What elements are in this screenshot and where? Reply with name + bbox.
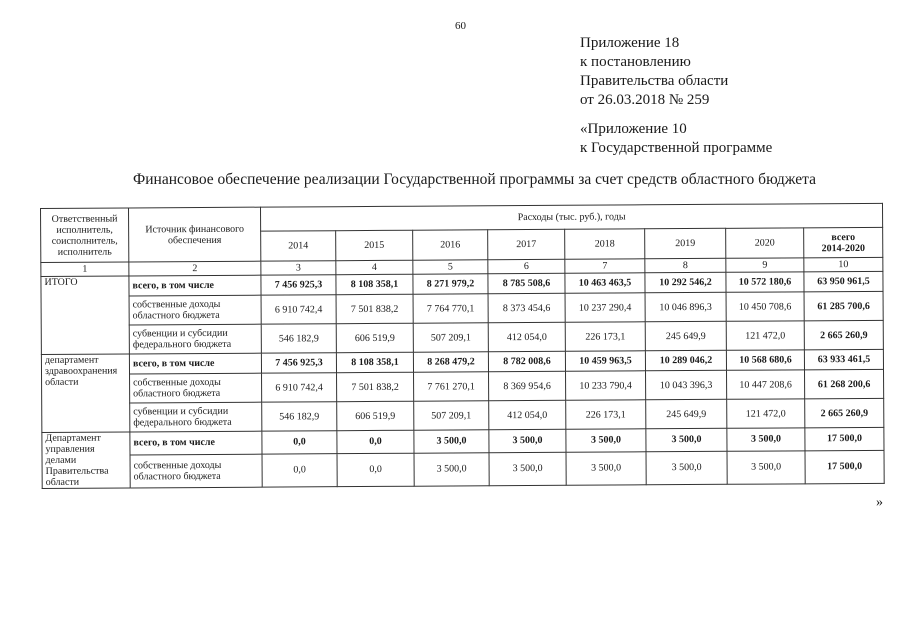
- table-row: [42, 450, 884, 488]
- value-cell: 0,0: [262, 454, 337, 488]
- value-cell: 7 501 838,2: [337, 372, 414, 401]
- value-cell: 3 500,0: [646, 451, 727, 485]
- value-cell: 3 500,0: [414, 430, 489, 453]
- header-year: 2017: [488, 229, 565, 259]
- value-cell: 412 054,0: [488, 322, 565, 351]
- value-cell: 3 500,0: [414, 453, 489, 487]
- appendix-line: Приложение 18: [580, 35, 680, 51]
- header-year: 2016: [413, 230, 488, 260]
- value-cell: 10 568 680,6: [726, 350, 804, 370]
- value-cell: 10 572 180,6: [726, 272, 804, 292]
- value-cell: 226 173,1: [566, 400, 646, 429]
- column-number: 9: [726, 258, 804, 272]
- value-cell: 6 910 742,4: [262, 373, 337, 402]
- value-cell: 121 472,0: [726, 321, 804, 350]
- value-cell: 10 459 963,5: [565, 351, 645, 371]
- value-cell: 7 764 770,1: [413, 294, 488, 323]
- column-number: 4: [336, 260, 413, 274]
- value-cell: 10 292 546,2: [645, 272, 726, 292]
- appendix-sub: [580, 120, 772, 158]
- source-cell: собственные доходы областного бюджета: [130, 373, 262, 403]
- value-cell: 245 649,9: [646, 399, 727, 428]
- value-cell: 10 233 790,4: [566, 371, 646, 400]
- column-number: 10: [804, 257, 883, 271]
- value-cell: 8 369 954,6: [489, 371, 566, 400]
- value-cell: 7 761 270,1: [414, 372, 489, 401]
- value-cell: 8 108 358,1: [336, 274, 413, 294]
- value-cell: 10 447 208,6: [727, 370, 805, 399]
- page-number: 60: [455, 20, 466, 32]
- finance-table-wrapper: [40, 203, 885, 489]
- appendix-line: «Приложение 10: [580, 121, 687, 137]
- executor-cell: департамент здравоохранения области: [41, 354, 129, 433]
- value-cell: 7 456 925,3: [261, 353, 336, 373]
- header-expenses: Расходы (тыс. руб.), годы: [260, 203, 882, 231]
- value-cell: 606 519,9: [336, 323, 413, 352]
- header-executor: Ответственный исполнитель, соисполнитель, исполнитель: [41, 208, 129, 263]
- value-cell: 3 500,0: [566, 429, 646, 452]
- total-value-cell: 2 665 260,9: [804, 320, 883, 349]
- column-number: 2: [129, 261, 261, 276]
- value-cell: 507 209,1: [413, 323, 488, 352]
- value-cell: 7 456 925,3: [261, 275, 336, 295]
- source-cell: всего, в том числе: [129, 275, 261, 296]
- column-number: 7: [565, 259, 645, 273]
- total-value-cell: 2 665 260,9: [805, 398, 884, 427]
- source-cell: собственные доходы областного бюджета: [130, 454, 262, 488]
- value-cell: 507 209,1: [414, 401, 489, 430]
- value-cell: 546 182,9: [262, 402, 337, 431]
- header-year: 2020: [726, 228, 804, 258]
- value-cell: 0,0: [262, 431, 337, 454]
- appendix-line: Правительства области: [580, 73, 729, 89]
- value-cell: 3 500,0: [727, 451, 805, 485]
- finance-table-body: [41, 271, 884, 488]
- value-cell: 8 271 979,2: [413, 274, 488, 294]
- value-cell: 226 173,1: [565, 322, 645, 351]
- value-cell: 121 472,0: [727, 399, 805, 428]
- source-cell: субвенции и субсидии федерального бюджета: [129, 324, 261, 354]
- value-cell: 8 373 454,6: [488, 293, 565, 322]
- document-title: Финансовое обеспечение реализации Государственной программы за счет средств областного бюджета: [133, 171, 816, 188]
- column-number: 3: [261, 261, 336, 275]
- header-year: 2015: [336, 230, 413, 260]
- executor-cell: Департамент управления делами Правительства области: [42, 432, 130, 489]
- value-cell: 3 500,0: [489, 429, 566, 452]
- value-cell: 606 519,9: [337, 401, 414, 430]
- value-cell: 8 782 008,6: [488, 351, 565, 371]
- header-year: 2014: [261, 231, 336, 261]
- value-cell: 8 108 358,1: [336, 352, 413, 372]
- value-cell: 0,0: [337, 453, 414, 487]
- header-total-line1: всего: [831, 231, 856, 243]
- value-cell: 10 043 396,3: [646, 370, 727, 399]
- appendix-line: к Государственной программе: [580, 140, 773, 156]
- appendix-line: к постановлению: [580, 54, 691, 70]
- value-cell: 10 046 896,3: [645, 292, 726, 321]
- column-number: 8: [645, 258, 726, 272]
- value-cell: 245 649,9: [645, 321, 726, 350]
- value-cell: 3 500,0: [489, 452, 566, 486]
- header-year: 2019: [645, 228, 726, 258]
- total-value-cell: 63 933 461,5: [804, 349, 883, 369]
- value-cell: 3 500,0: [566, 452, 646, 486]
- value-cell: 6 910 742,4: [261, 295, 336, 324]
- value-cell: 10 450 708,6: [726, 292, 804, 321]
- source-cell: всего, в том числе: [130, 431, 262, 455]
- column-number: 1: [41, 262, 129, 277]
- finance-table: [40, 203, 885, 489]
- source-cell: собственные доходы областного бюджета: [129, 295, 261, 325]
- source-cell: всего, в том числе: [129, 353, 261, 374]
- total-value-cell: 61 268 200,6: [805, 369, 884, 398]
- value-cell: 412 054,0: [489, 400, 566, 429]
- column-number: 6: [488, 259, 565, 273]
- value-cell: 546 182,9: [261, 324, 336, 353]
- source-cell: субвенции и субсидии федерального бюджета: [130, 402, 262, 432]
- total-value-cell: 63 950 961,5: [804, 271, 883, 291]
- executor-cell: ИТОГО: [41, 276, 129, 355]
- header-total: [804, 227, 883, 257]
- appendix-main: [580, 34, 728, 110]
- closing-quote: »: [876, 495, 883, 510]
- value-cell: 8 268 479,2: [413, 352, 488, 372]
- value-cell: 10 463 463,5: [565, 273, 645, 293]
- appendix-line: от 26.03.2018 № 259: [580, 92, 710, 108]
- total-value-cell: 61 285 700,6: [804, 291, 883, 320]
- header-total-line2: 2014-2020: [821, 242, 865, 254]
- total-value-cell: 17 500,0: [805, 427, 884, 450]
- value-cell: 10 289 046,2: [645, 350, 726, 370]
- total-value-cell: 17 500,0: [805, 450, 884, 484]
- header-source: Источник финансового обеспечения: [129, 207, 261, 262]
- value-cell: 10 237 290,4: [565, 293, 645, 322]
- header-year: 2018: [565, 229, 645, 259]
- column-number: 5: [413, 260, 488, 274]
- value-cell: 7 501 838,2: [336, 294, 413, 323]
- value-cell: 3 500,0: [727, 428, 805, 451]
- value-cell: 0,0: [337, 430, 414, 453]
- value-cell: 3 500,0: [646, 428, 727, 451]
- value-cell: 8 785 508,6: [488, 273, 565, 293]
